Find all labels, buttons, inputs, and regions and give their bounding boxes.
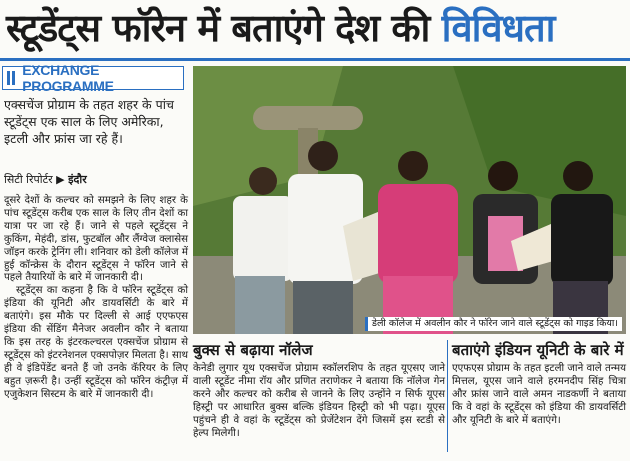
section-tag <box>2 62 184 94</box>
headline-rule <box>0 58 630 61</box>
subsection-books-title: बुक्स से बढ़ाया नॉलेज <box>193 341 313 359</box>
byline: सिटी रिपोर्टर ▶ इंदौर <box>4 173 87 186</box>
body-paragraph-2: स्टूडेंट्स का कहना है कि वे फॉरेन स्टूडेंट्स को इंडिया की यूनिटी और डायवर्सिटी के बारे में बताएंगे। इस मौके पर दिल्ली से आई एएफएस इंडिया की सेंडिंग मैनेजर अवलीन कौर ने बताया कि इस तरह के इंटरकल्चरल एक्सचेंज प्रोग्राम से स्टूडेंट्स को इंटरनेशनल एक्सपोज़र मिलता है। साथ ही वे इंडिपेंडेंट बनते हैं जो उनके कॅरियर के लिए बहुत ज़रूरी है। उन्हीं स्टूडेंट्स को फॉरेन कंट्रीज़ में एजुकेशन सिस्टम के बारे में जानकारी दी। <box>4 285 188 400</box>
photo-caption: डेली कॉलेज में अवलीन कौर ने फॉरेन जाने वाले स्टूडेंट्स को गाइड किया। <box>365 317 622 331</box>
byline-city: इंदौर <box>68 173 87 186</box>
subsection-unity-body: एएफएस प्रोग्राम के तहत इटली जाने वाले तन्मय मित्तल, यूएस जाने वाले हरमनदीप सिंह चित्रा और फ्रांस जाने वाले अमन नाडकर्णी ने बताया कि वे वहां के स्टूडेंट्स को इंडिया की डायवर्सिटी और यूनिटी के बारे में बताएंगे। <box>452 363 626 426</box>
byline-reporter: सिटी रिपोर्टर <box>4 173 53 186</box>
students-photo-illustration <box>193 66 626 334</box>
subsection-books-body: केनेडी लुगार यूथ एक्सचेंज प्रोग्राम स्कॉलरशिप के तहत यूएसए जाने वाली स्टूडेंट नीमा रॉय और प्रणित तराणेकर ने बताया कि नॉलेज गेन करने और कल्चर को करीब से जानने के लिए उन्होंने न सिर्फ यूएस हिस्ट्री पर आधारित बुक्स बल्कि इंडियन हिस्ट्री को भी पढ़ा। यूएस पहुंचने ही वे वहां के स्टूडेंट्स को प्रेजेंटेशन देंगे जिसमें इस स्टडी से हेल्प मिलेगी। <box>193 363 445 439</box>
subsection-books <box>193 340 445 440</box>
article-deck: एक्सचेंज प्रोग्राम के तहत शहर के पांच स्टूडेंट्स एक साल के लिए अमेरिका, इटली और फ्रांस जा रहे हैं। <box>4 97 174 146</box>
section-tag-bars-icon <box>7 71 18 85</box>
body-paragraph-1: दूसरे देशों के कल्चर को समझने के लिए शहर के पांच स्टूडेंट्स करीब एक साल के लिए तीन देशों का यात्रा पर जा रहे हैं। जाने से पहले स्टूडेंट्स ने कुकिंग, मेहंदी, डांस, फुटबॉल और लैंग्वेज क्लासेस जॉइन करके ट्रेनिंग ली। शनिवार को डेली कॉलेज में हुई कॉन्क्रेस के दौरान स्टूडेंट्स ने फॉरेन जाने से पहले तैयारियों के बारे में जानकारी दी। <box>4 195 188 284</box>
headline-main: स्टूडेंट्स फॉरेन में बताएंगे देश की <box>6 6 430 50</box>
subsection-unity <box>452 340 626 427</box>
subsection-unity-title: बताएंगे इंडियन यूनिटी के बारे में <box>452 341 624 359</box>
column-divider <box>447 340 448 452</box>
article-body <box>4 195 188 402</box>
section-tag-label: EXCHANGE PROGRAMME <box>22 62 114 94</box>
headline-accent: विविधता <box>441 6 555 50</box>
headline <box>6 2 626 54</box>
news-photo <box>193 66 626 334</box>
